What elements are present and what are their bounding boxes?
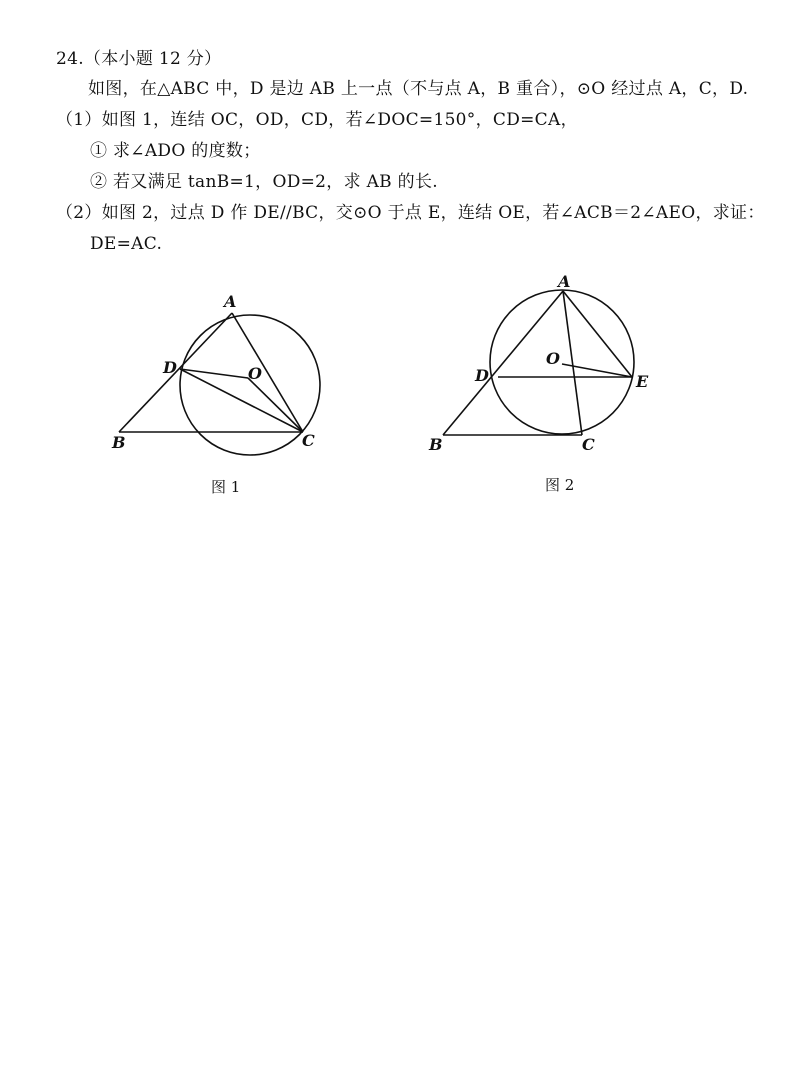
part2-conclusion: DE=AC. — [90, 234, 163, 254]
figure1-label-c: C — [302, 431, 315, 450]
figure2-label-o: O — [546, 349, 560, 368]
part1-question-1: ① 求∠ADO 的度数； — [90, 141, 261, 161]
figure2-segment-ac — [563, 291, 582, 435]
problem-statement: 如图，在△ABC 中，D 是边 AB 上一点（不与点 A，B 重合），⊙O 经过点 A，C，D. — [88, 79, 749, 99]
figure2-segment-oe — [562, 364, 632, 377]
part1-question-2: ② 若又满足 tanB=1，OD=2，求 AB 的长. — [90, 172, 438, 192]
figure1-label-a: A — [224, 292, 237, 311]
figure2-label-b: B — [429, 435, 443, 454]
part1-intro: （1）如图 1，连结 OC，OD，CD，若∠DOC=150°，CD=CA， — [56, 110, 578, 130]
figure1-label-d: D — [163, 358, 177, 377]
figure2-circle-o — [490, 290, 634, 434]
figure2-segment-ab — [443, 291, 563, 435]
figure2-label-e: E — [636, 372, 649, 391]
figure2-label-d: D — [475, 366, 489, 385]
figure1-caption: 图 1 — [211, 478, 241, 496]
figure2-label-a: A — [558, 272, 571, 291]
figure2-caption: 图 2 — [545, 476, 575, 494]
figure1-label-o: O — [248, 364, 262, 383]
figure-2 — [428, 272, 649, 494]
geometry-figures — [0, 0, 802, 520]
figure1-label-b: B — [112, 433, 126, 452]
figure1-circle-o — [180, 315, 320, 455]
problem-header: 24.（本小题 12 分） — [56, 49, 222, 69]
figure-1 — [111, 292, 320, 496]
part2-intro: （2）如图 2，过点 D 作 DE//BC，交⊙O 于点 E，连结 OE，若∠ACB＝2∠AEO，求证： — [56, 203, 765, 223]
figure2-label-c: C — [582, 435, 595, 454]
